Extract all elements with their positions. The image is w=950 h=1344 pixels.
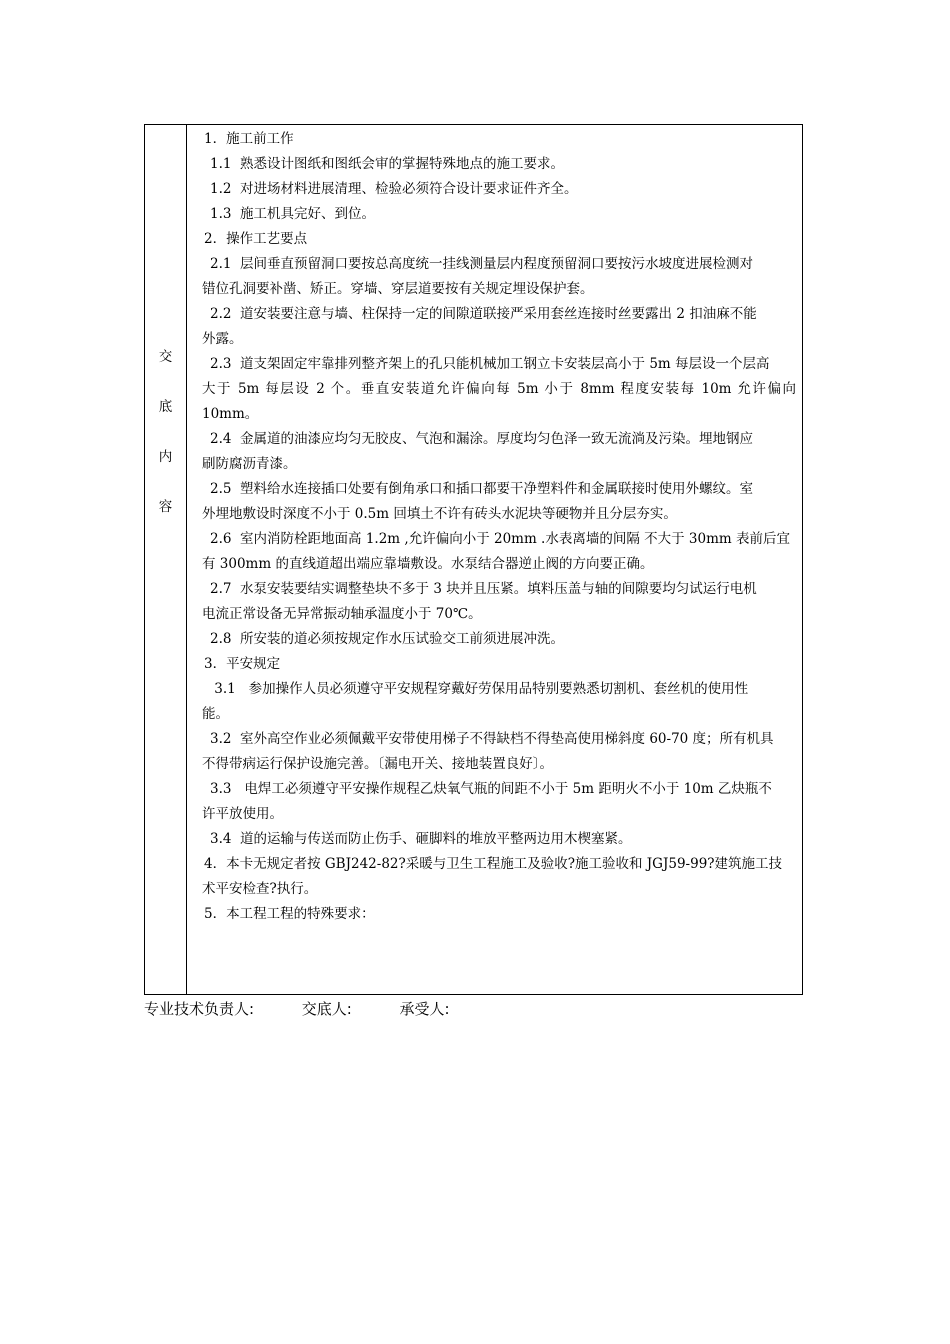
clause-continuation: 错位孔洞要补凿、矫正。穿墙、穿层道要按有关规定埋设保护套。 xyxy=(202,281,594,297)
clause-line: 2.6 室内消防栓距地面高 1.2m ,允许偏向小于 20mm .水表离墙的间隔 不大于 30mm 表前后宜 xyxy=(210,531,791,547)
side-label-char: 交 xyxy=(158,349,173,365)
clause-line: 2.7 水泵安装要结实调整垫块不多于 3 块并且压紧。填料压盖与轴的间隙要均匀试运行电机 xyxy=(210,581,757,597)
disclosure-content xyxy=(188,125,802,994)
clause-line: 2.1 层间垂直预留洞口要按总高度统一挂线测量层内程度预留洞口要按污水坡度进展检测对 xyxy=(210,256,754,272)
clause-continuation: 刷防腐沥青漆。 xyxy=(202,456,297,472)
clause-line: 1.2 对进场材料进展清理、检验必须符合设计要求证件齐全。 xyxy=(210,181,578,197)
clause-line: 1.1 熟悉设计图纸和图纸会审的掌握特殊地点的施工要求。 xyxy=(210,156,565,172)
clause-line: 3.3 电焊工必须遵守平安操作规程乙炔氧气瓶的间距不小于 5m 距明火不小于 10m 乙炔瓶不 xyxy=(210,781,772,797)
clause-line: 3.2 室外高空作业必须佩戴平安带使用梯子不得缺档不得垫高使用梯斜度 60-70 度；所有机具 xyxy=(210,731,774,747)
section-heading: 2．操作工艺要点 xyxy=(204,231,308,247)
clause-continuation: 外埋地敷设时深度不小于 0.5m 回填土不许有砖头水泥块等硬物并且分层夯实。 xyxy=(202,506,677,522)
clause-line: 2.2 道安装要注意与墙、柱保持一定的间隙道联接严采用套丝连接时丝要露出 2 扣油麻不能 xyxy=(210,306,757,322)
clause-line: 3.1 参加操作人员必须遵守平安规程穿戴好劳保用品特别要熟悉切割机、套丝机的使用性 xyxy=(210,681,749,697)
clause-line: 2.5 塑料给水连接插口处要有倒角承口和插口都要干净塑料件和金属联接时使用外螺纹。室 xyxy=(210,481,754,497)
section-heading: 5．本工程工程的特殊要求： xyxy=(204,906,375,922)
clause-line: 2.4 金属道的油漆应均匀无胶皮、气泡和漏涂。厚度均匀色泽一致无流淌及污染。埋地钢应 xyxy=(210,431,754,447)
clause-line: 2.3 道支架固定牢靠排列整齐架上的孔只能机械加工钢立卡安装层高小于 5m 每层设一个层高 xyxy=(210,356,770,372)
clause-continuation: 电流正常设备无异常振动轴承温度小于 70℃。 xyxy=(202,606,482,622)
clause-line: 2.8 所安装的道必须按规定作水压试验交工前须进展冲洗。 xyxy=(210,631,565,647)
section-heading: 4．本卡无规定者按 GBJ242-82?采暖与卫生工程施工及验收?施工验收和 JGJ59-99?建筑施工技 xyxy=(204,856,783,872)
clause-continuation: 有 300mm 的直线道超出端应靠墙敷设。水泵结合器逆止阀的方向要正确。 xyxy=(202,556,654,572)
disclosure-table xyxy=(144,124,803,995)
side-label-char: 内 xyxy=(158,449,173,465)
clause-continuation: 不得带病运行保护设施完善。〔漏电开关、接地装置良好〕。 xyxy=(202,756,553,772)
signature-footer: 专业技术负责人: 交底人: 承受人: xyxy=(144,1000,450,1018)
side-label-char: 底 xyxy=(158,399,173,415)
side-label-char: 容 xyxy=(158,499,173,515)
clause-continuation: 大于 5m 每层设 2 个。垂直安装道允许偏向每 5m 小于 8mm 程度安装每 10m 允许偏向 10mm。 xyxy=(202,381,801,422)
clause-line: 1.3 施工机具完好、到位。 xyxy=(210,206,376,222)
clause-continuation: 许平放使用。 xyxy=(202,806,283,822)
side-label-column xyxy=(145,125,187,994)
clause-continuation: 能。 xyxy=(202,706,229,722)
clause-line: 3.4 道的运输与传送而防止伤手、砸脚料的堆放平整两边用木楔塞紧。 xyxy=(210,831,632,847)
section-heading: 3．平安规定 xyxy=(204,656,281,672)
clause-continuation: 外露。 xyxy=(202,331,243,347)
clause-continuation: 术平安检查?执行。 xyxy=(202,881,318,897)
section-heading: 1．施工前工作 xyxy=(204,131,294,147)
